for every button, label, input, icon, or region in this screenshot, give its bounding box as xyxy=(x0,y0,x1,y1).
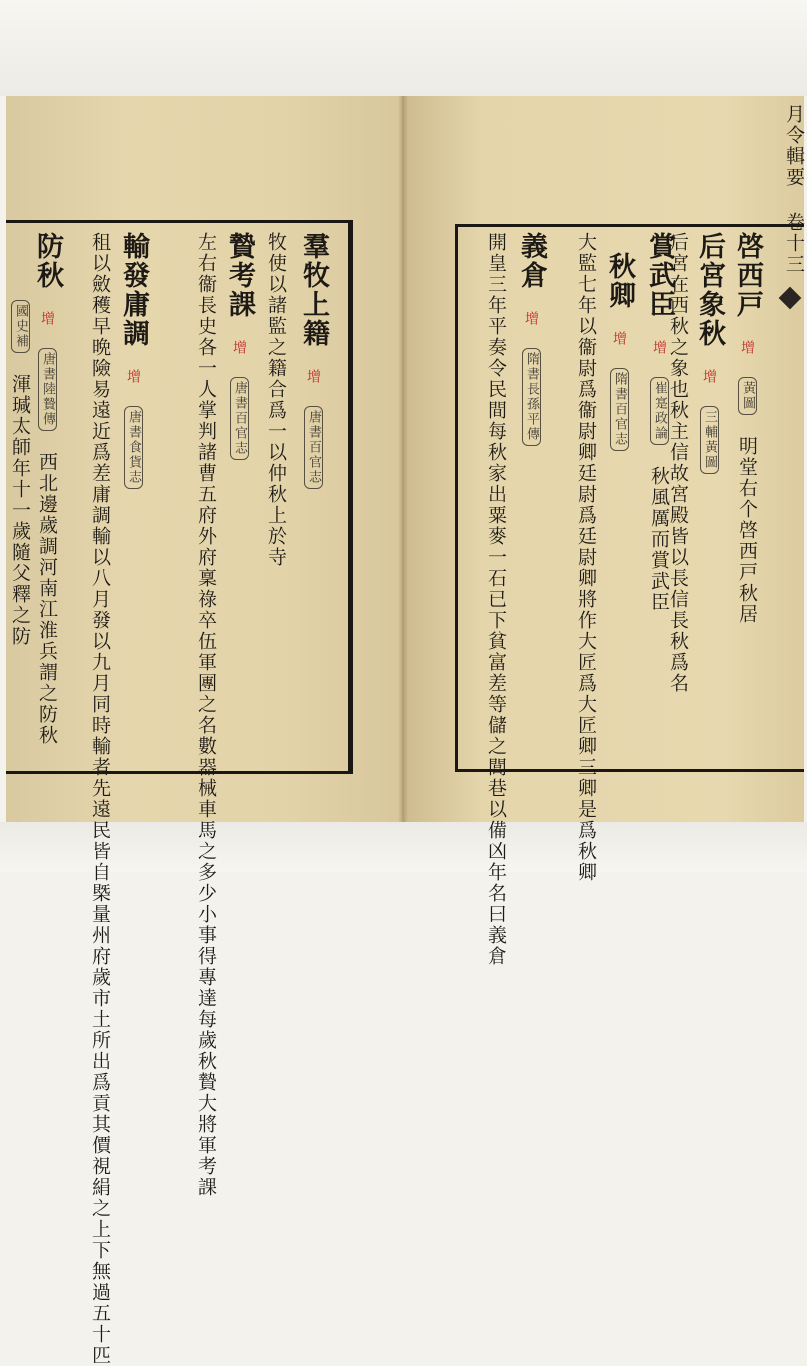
source-citation: 國史補 xyxy=(11,300,30,353)
paper-bottom-margin xyxy=(0,822,807,872)
right-margin-title xyxy=(784,104,803,275)
body-text: 渾瑊太師年十一歲隨父釋之防 xyxy=(9,374,31,647)
source-citation: 三輔黃圖 xyxy=(700,406,719,474)
zeng-mark: 增 xyxy=(305,369,321,385)
source-citation: 唐書百官志 xyxy=(304,406,323,489)
left-column-2 xyxy=(266,232,285,568)
heading: 防秋 xyxy=(32,232,63,290)
body-text: 租以斂穫早晩險易遠近爲差庸調輸以八月發以九月同時輸者先遠民皆自槩量州府歲市土所出爲貢其價視絹之上下無過五十匹 xyxy=(89,232,111,1366)
heading: 啓西戸 xyxy=(732,232,763,319)
heading: 義倉 xyxy=(516,232,547,290)
left-column-6 xyxy=(10,300,29,647)
right-column-3 xyxy=(646,232,673,613)
body-text: 明堂右个啓西戸秋居 xyxy=(736,436,758,625)
source-citation: 唐書食貨志 xyxy=(124,406,143,489)
right-column-2 xyxy=(696,232,723,474)
left-column-3 xyxy=(226,232,253,460)
zeng-mark: 增 xyxy=(701,369,717,385)
zeng-mark: 增 xyxy=(125,369,141,385)
paper-top-margin xyxy=(0,0,807,96)
source-citation: 黃圖 xyxy=(738,377,757,415)
heading: 秋卿 xyxy=(604,252,635,310)
zeng-mark: 增 xyxy=(39,311,55,327)
left-column-5 xyxy=(34,232,61,746)
heading: 羣牧上籍 xyxy=(298,232,329,348)
right-column-4 xyxy=(606,252,633,451)
body-text: 秋風厲而賞武臣 xyxy=(648,466,670,613)
right-column-5-body xyxy=(485,232,507,967)
heading: 贄考課 xyxy=(224,232,255,319)
source-citation: 隋書長孫平傳 xyxy=(522,348,541,446)
heading: 后宮象秋 xyxy=(694,232,725,348)
heading: 賞武臣 xyxy=(644,232,675,319)
right-column-4-body xyxy=(575,232,597,883)
body-text: 后宮在西秋之象也秋主信故宮殿皆以長信長秋爲名 xyxy=(667,232,689,694)
body-text: 大監七年以衞尉爲衞尉卿廷尉爲廷尉卿將作大匠爲大匠卿三卿是爲秋卿 xyxy=(575,232,597,883)
heading: 輸發庸調 xyxy=(118,232,149,348)
left-column-3-body xyxy=(195,232,217,1198)
source-citation: 唐書陸贄傳 xyxy=(38,348,57,431)
source-citation: 崔寔政論 xyxy=(650,377,669,445)
left-column-4-body xyxy=(89,232,111,1366)
left-column-4 xyxy=(120,232,147,489)
zeng-mark: 增 xyxy=(611,331,627,347)
zeng-mark: 增 xyxy=(231,340,247,356)
zeng-mark: 增 xyxy=(523,311,539,327)
zeng-mark: 增 xyxy=(651,340,667,356)
body-text: 牧使以諸監之籍合爲一以仲秋上於寺 xyxy=(265,232,287,568)
book-title: 月令輯要 卷十三 xyxy=(783,104,805,275)
source-citation: 唐書百官志 xyxy=(230,377,249,460)
page-fold xyxy=(398,96,408,822)
right-column-1 xyxy=(734,232,761,625)
right-column-5 xyxy=(518,232,545,446)
source-citation: 隋書百官志 xyxy=(610,368,629,451)
left-column-1-body xyxy=(302,232,329,752)
zeng-mark: 增 xyxy=(739,340,755,356)
body-text: 開皇三年平奏令民間每秋家出粟麥一石已下貧富差等儲之閭巷以備凶年名曰義倉 xyxy=(485,232,507,967)
body-text: 西北邊歲調河南江淮兵謂之防秋 xyxy=(36,452,58,746)
body-text: 左右衞長史各一人掌判諸曹五府外府稟祿卒伍軍團之名數器械車馬之多少小事得專達每歲秋贄大將軍考課 xyxy=(195,232,217,1198)
